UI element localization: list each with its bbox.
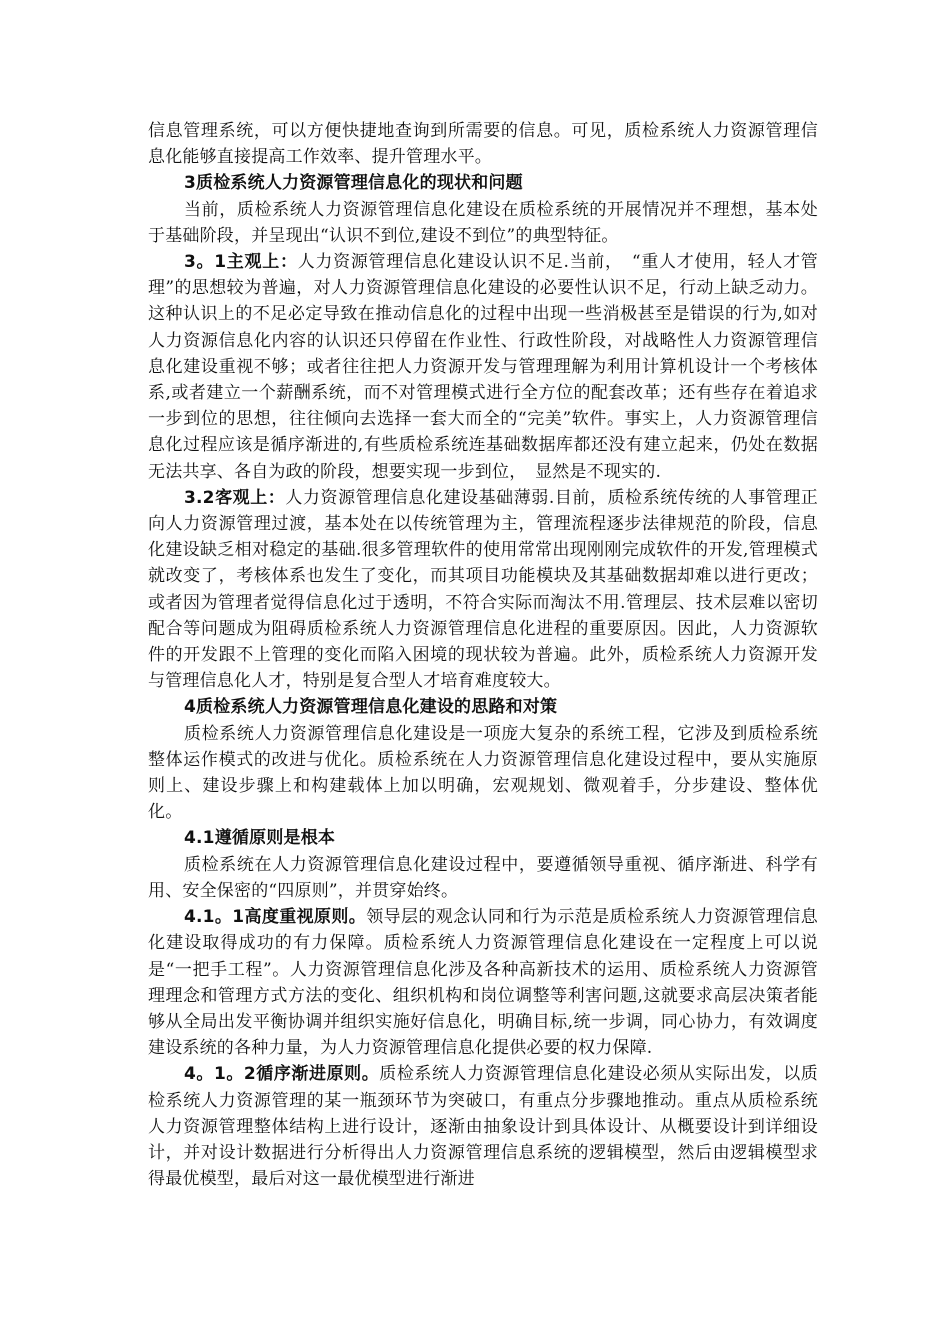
paragraph-4-1-1 <box>148 904 818 1061</box>
subsection-label-4-1-1: 4.1。1高度重视原则。 <box>184 907 367 928</box>
paragraph-3-2-body: 人力资源管理信息化建设基础薄弱.目前，质检系统传统的人事管理正向人力资源管理过渡，基本处在以传统管理为主，管理流程逐步法律规范的阶段，信息化建设缺乏相对稳定的基础.很多管理软件的使用常常出现刚刚完成软件的开发,管理模式就改变了，考核体系也发生了变化，而其项目功能模块及其基础数据却难以进行更改；或者因为管理者觉得信息化过于透明，不符合实际而淘汰不用.管理层、技术层难以密切配合等问题成为阻碍质检系统人力资源管理信息化进程的重要原因。因此，人力资源软件的开发跟不上管理的变化而陷入困境的现状较为普遍。此外，质检系统人力资源开发与管理信息化人才，特别是复合型人才培育难度较大。 <box>148 487 818 692</box>
paragraph-4-1-1-body: 领导层的观念认同和行为示范是质检系统人力资源管理信息化建设取得成功的有力保障。质检系统人力资源管理信息化建设在一定程度上可以说是“一把手工程”。人力资源管理信息化涉及各种高新技术的运用、质检系统人力资源管理理念和管理方式方法的变化、组织机构和岗位调整等利害问题,这就要求高层决策者能够从全局出发平衡协调并组织实施好信息化，明确目标,统一步调，同心协力，有效调度建设系统的各种力量，为人力资源管理信息化提供必要的权力保障. <box>148 907 818 1059</box>
paragraph-4-1-2-body: 质检系统人力资源管理信息化建设必须从实际出发，以质检系统人力资源管理的某一瓶颈环节为突破口，有重点分步骤地推动。重点从质检系统人力资源管理整体结构上进行设计，逐渐由抽象设计到具体设计、从概要设计到详细设计，并对设计数据进行分析得出人力资源管理信息系统的逻辑模型，然后由逻辑模型求得最优模型，最后对这一最优模型进行渐进 <box>148 1064 819 1190</box>
subsection-label-4-1-2: 4。1。2循序渐进原则。 <box>184 1064 380 1085</box>
document-page <box>148 118 818 1192</box>
paragraph-4-intro: 质检系统人力资源管理信息化建设是一项庞大复杂的系统工程，它涉及到质检系统整体运作模式的改进与优化。质检系统在人力资源管理信息化建设过程中，要从实施原则上、建设步骤上和构建载体上加以明确，宏观规划、微观着手，分步建设、整体优化。 <box>148 723 818 823</box>
paragraph-3-2 <box>148 485 818 695</box>
subsection-heading-4-1: 4.1遵循原则是根本 <box>184 828 336 849</box>
section-heading-3: 3质检系统人力资源管理信息化的现状和问题 <box>184 173 523 194</box>
paragraph-3-1 <box>148 249 818 485</box>
subsection-label-3-2: 3.2客观上： <box>184 487 286 508</box>
paragraph-intro-continued: 信息管理系统，可以方便快捷地查询到所需要的信息。可见，质检系统人力资源管理信息化能够直接提高工作效率、提升管理水平。 <box>148 121 818 168</box>
paragraph-3-intro: 当前，质检系统人力资源管理信息化建设在质检系统的开展情况并不理想，基本处于基础阶段，并呈现出“认识不到位,建设不到位”的典型特征。 <box>148 199 818 246</box>
paragraph-4-1-intro: 质检系统在人力资源管理信息化建设过程中，要遵循领导重视、循序渐进、科学有用、安全保密的“四原则”，并贯穿始终。 <box>148 854 818 901</box>
paragraph-4-1-2 <box>148 1061 818 1192</box>
paragraph-3-1-body: 人力资源管理信息化建设认识不足.当前， “重人才使用，轻人才管理”的思想较为普遍，对人力资源管理信息化建设的必要性认识不足，行动上缺乏动力。这种认识上的不足必定导致在推动信息化的过程中出现一些消极甚至是错误的行为,如对人力资源信息化内容的认识还只停留在作业性、行政性阶段，对战略性人力资源管理信息化建设重视不够；或者往往把人力资源开发与管理理解为利用计算机设计一个考核体系,或者建立一个薪酬系统，而不对管理模式进行全方位的配套改革；还有些存在着追求一步到位的思想，往往倾向去选择一套大而全的“完美”软件。事实上，人力资源管理信息化过程应该是循序渐进的,有些质检系统连基础数据库都还没有建立起来，仍处在数据无法共享、各自为政的阶段，想要实现一步到位， 显然是不现实的. <box>148 252 819 482</box>
section-heading-4: 4质检系统人力资源管理信息化建设的思路和对策 <box>184 697 558 718</box>
subsection-label-3-1: 3。1主观上： <box>184 252 298 273</box>
